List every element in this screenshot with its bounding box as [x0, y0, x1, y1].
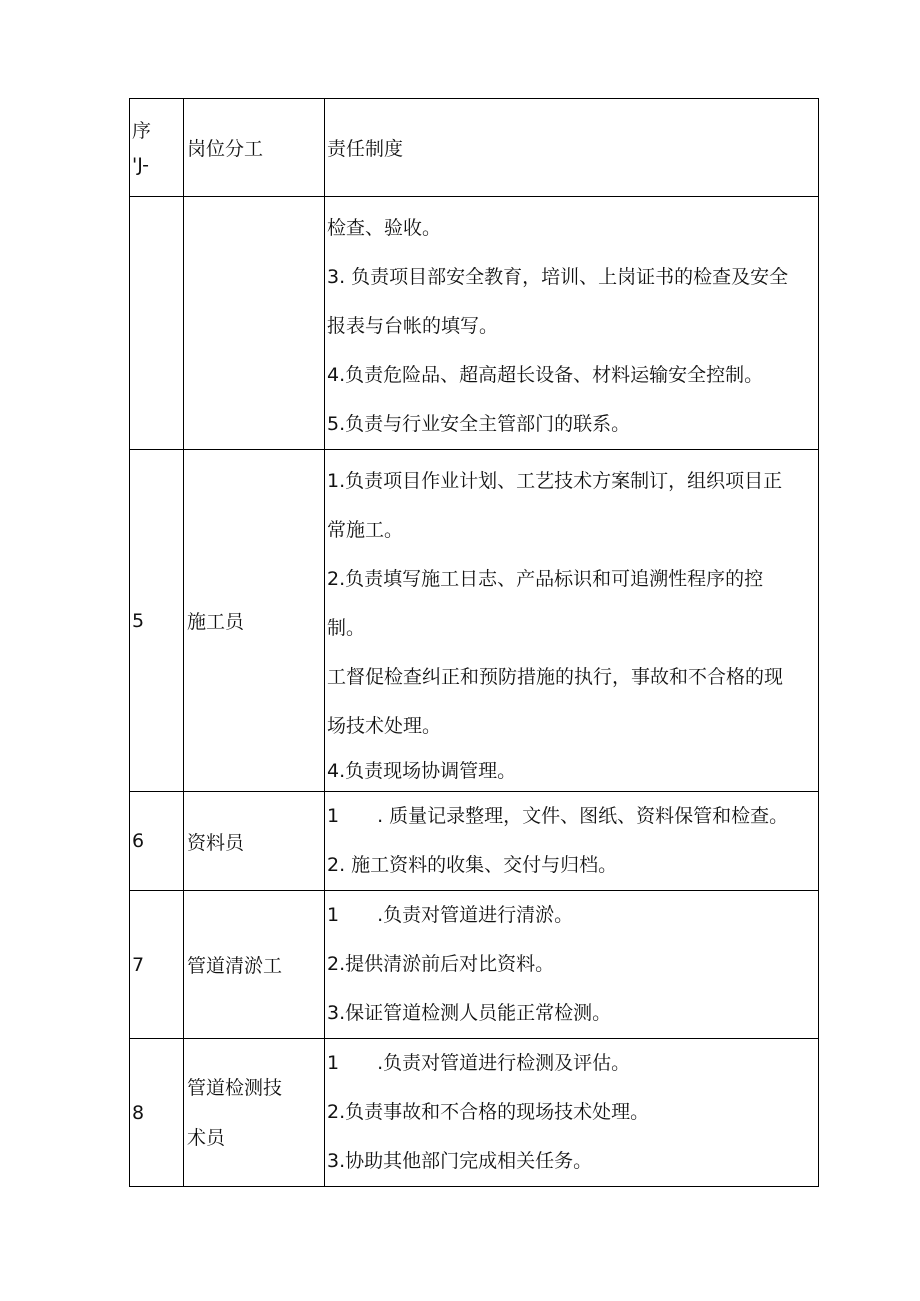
- row-duties: [325, 1039, 819, 1187]
- duty-item-text: . 质量记录整理，文件、图纸、资料保管和检查。: [377, 805, 789, 827]
- header-number-top: 序: [132, 119, 152, 142]
- duty-line: 2.提供清淤前后对比资料。: [327, 953, 555, 975]
- duty-item-text: .负责对管道进行清淤。: [377, 904, 574, 926]
- row-number: 5: [130, 450, 184, 792]
- row-duties: [325, 450, 819, 792]
- header-number-cell: [130, 99, 184, 197]
- header-role-cell: 岗位分工: [184, 99, 325, 197]
- table-row: [130, 197, 819, 450]
- duty-line: 4.负责现场协调管理。: [327, 760, 517, 782]
- row-number: 8: [130, 1039, 184, 1187]
- row-role-line: 术员: [187, 1126, 226, 1149]
- row-duties: [325, 197, 819, 450]
- table-header-row: [130, 99, 819, 197]
- row-role: [184, 197, 325, 450]
- duty-line: 3.保证管道检测人员能正常检测。: [327, 1002, 612, 1024]
- duty-line: 场技术处理。: [327, 715, 442, 737]
- row-number: 7: [130, 891, 184, 1039]
- duty-line: 检查、验收。: [327, 217, 442, 239]
- row-number: [130, 197, 184, 450]
- row-role: 管道清淤工: [184, 891, 325, 1039]
- row-duties: [325, 891, 819, 1039]
- row-role-line: 管道检测技: [187, 1076, 283, 1099]
- duty-line: [327, 792, 818, 841]
- duty-line: 2. 施工资料的收集、交付与归档。: [327, 854, 618, 876]
- duty-item-number: 1: [327, 805, 340, 827]
- table-row: [130, 792, 819, 891]
- row-number: 6: [130, 792, 184, 891]
- duty-line: [327, 1039, 818, 1088]
- duty-item-text: .负责对管道进行检测及评估。: [377, 1052, 631, 1074]
- duty-item-number: 1: [327, 1052, 340, 1074]
- duty-line: 工督促检查纠正和预防措施的执行，事故和不合格的现: [327, 666, 784, 688]
- duty-line: 常施工。: [327, 519, 404, 541]
- row-role: 施工员: [184, 450, 325, 792]
- duty-line: 4.负责危险品、超高超长设备、材料运输安全控制。: [327, 364, 764, 386]
- table-row: [130, 891, 819, 1039]
- duty-line: 制。: [327, 617, 366, 639]
- header-duty-cell: 责任制度: [325, 99, 819, 197]
- header-number-bottom: 'J-: [132, 153, 150, 176]
- duty-line: 2.负责事故和不合格的现场技术处理。: [327, 1101, 650, 1123]
- table-row: [130, 1039, 819, 1187]
- duty-line: 3.协助其他部门完成相关任务。: [327, 1150, 593, 1172]
- row-duties: [325, 792, 819, 891]
- duty-line: 1.负责项目作业计划、工艺技术方案制订，组织项目正: [327, 470, 783, 492]
- duty-line: [327, 891, 818, 940]
- duty-line: 3. 负责项目部安全教育，培训、上岗证书的检查及安全: [327, 266, 789, 288]
- responsibility-table: [129, 98, 819, 1187]
- duty-line: 5.负责与行业安全主管部门的联系。: [327, 413, 631, 435]
- duty-item-number: 1: [327, 904, 340, 926]
- duty-line: 2.负责填写施工日志、产品标识和可追溯性程序的控: [327, 568, 764, 590]
- row-role: 资料员: [184, 792, 325, 891]
- row-role: [184, 1039, 325, 1187]
- duty-line: 报表与台帐的填写。: [327, 315, 499, 337]
- table-row: [130, 450, 819, 792]
